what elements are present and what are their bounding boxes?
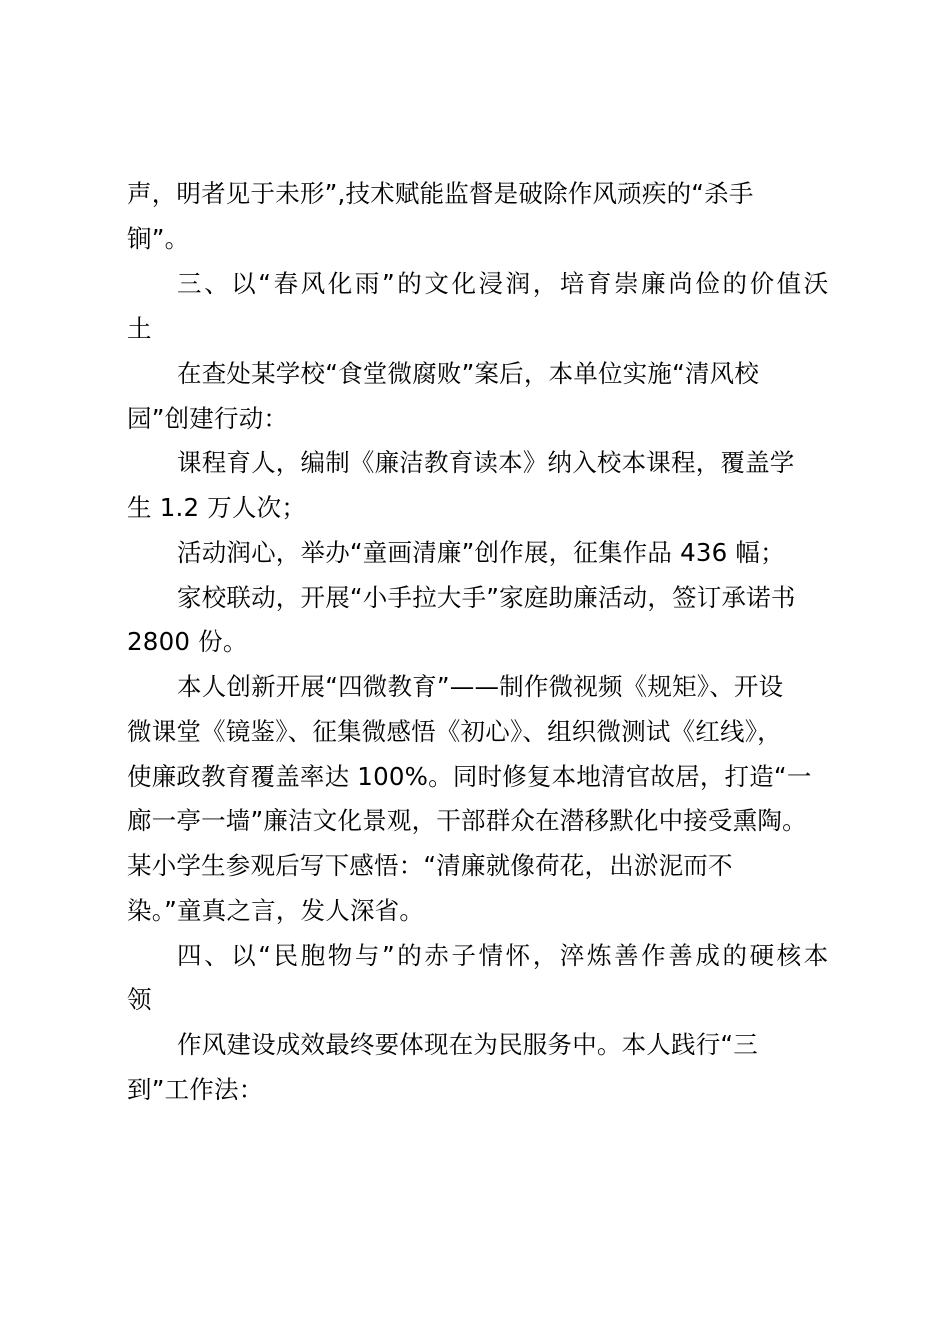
body-text-line: 声，明者见于未形”,技术赋能监督是破除作风顽疾的“杀手 [127,179,754,208]
section-heading-4-cont: 领 [127,985,155,1014]
body-text-line: 某小学生参观后写下感悟：“清廉就像荷花，出淤泥而不 [127,851,733,880]
body-text-line: 染。”童真之言，发人深省。 [127,896,425,925]
body-text-line: 到”工作法： [127,1075,264,1104]
body-text-line: 2800 份。 [127,627,248,656]
body-text-line: 园”创建行动： [127,404,289,433]
body-text-line: 微课堂《镜鉴》、征集微感悟《初心》、组织微测试《红线》， [127,717,782,746]
section-heading-3: 三、以“春风化雨”的文化浸润，培育崇廉尚俭的价值沃 [177,269,831,298]
body-text-line: 在查处某学校“食堂微腐败”案后，本单位实施“清风校 [177,359,760,388]
body-text-line: 生 1.2 万人次； [127,493,307,522]
body-text-line: 活动润心，举办“童画清廉”创作展，征集作品 436 幅； [177,538,785,567]
body-text-line: 廊一亭一墙”廉洁文化景观，干部群众在潜移默化中接受熏陶。 [127,806,807,835]
body-text-line: 使廉政教育覆盖率达 100%。同时修复本地清官故居，打造“一 [127,762,812,791]
body-text-line: 锏”。 [127,224,190,253]
body-text-line: 课程育人，编制《廉洁教育读本》纳入校本课程，覆盖学 [177,448,795,477]
section-heading-4: 四、以“民胞物与”的赤子情怀，淬炼善作善成的硬核本 [177,941,831,970]
body-text-line: 本人创新开展“四微教育”——制作微视频《规矩》、开设 [177,672,784,701]
section-heading-3-cont: 土 [127,314,155,343]
body-text-line: 家校联动，开展“小手拉大手”家庭助廉活动，签订承诺书 [177,583,796,612]
body-text-line: 作风建设成效最终要体现在为民服务中。本人践行“三 [177,1030,758,1059]
